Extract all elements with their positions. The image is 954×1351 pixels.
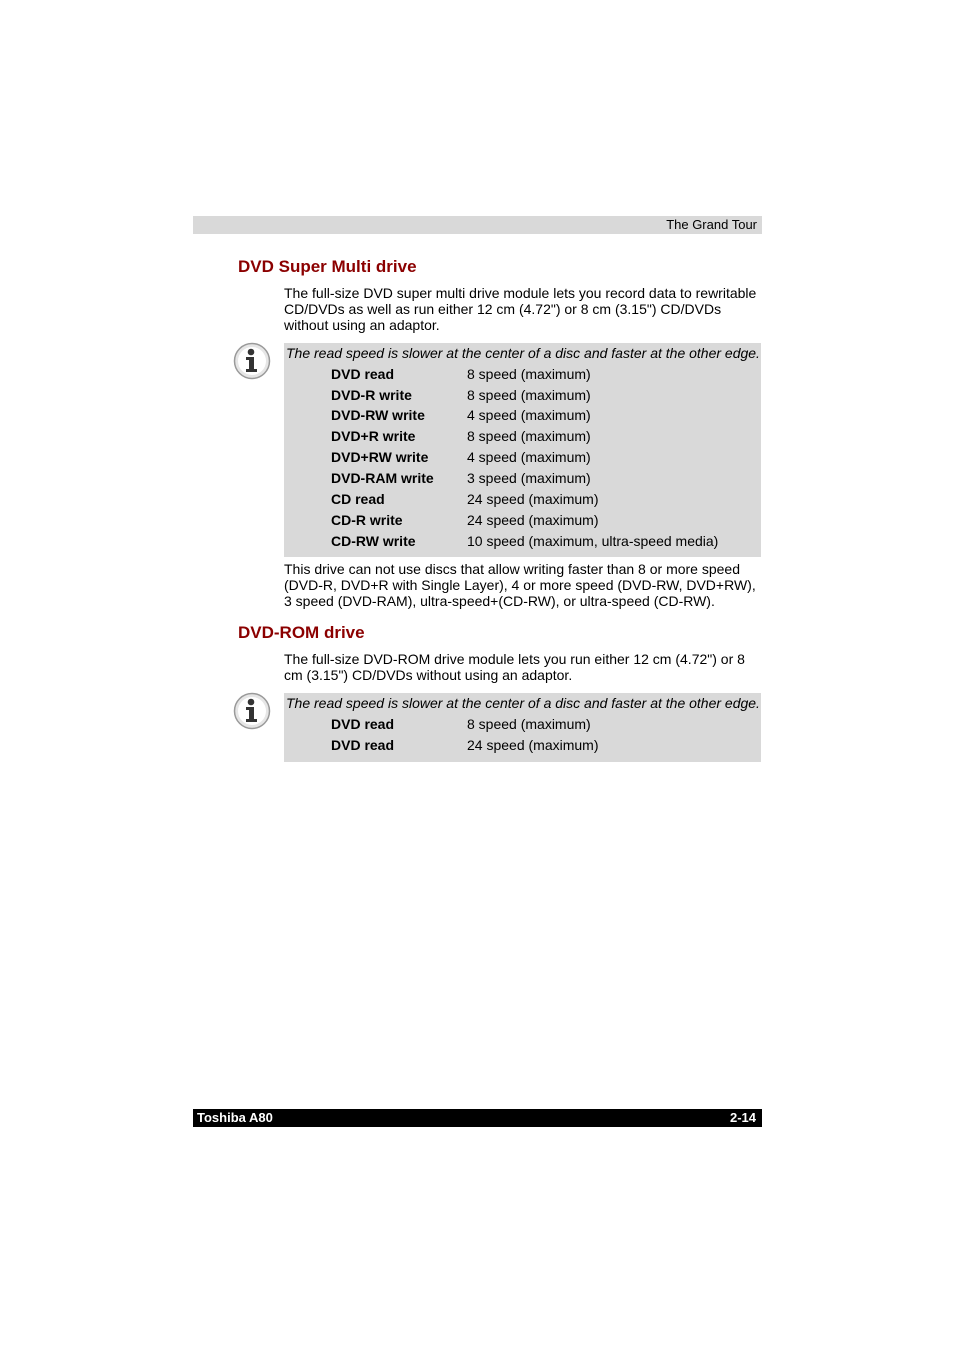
- spec-label: DVD read: [331, 737, 395, 753]
- section-note-restrictions: This drive can not use discs that allow writing faster than 8 or more speed (DVD-R, DVD+R with Single Layer), 4 or more speed (DVD-RW, DVD+RW), 3 speed (DVD-RAM), ultra-speed+(CD-RW), or ultra-speed (CD-RW).: [284, 561, 756, 609]
- header-section-name: The Grand Tour: [666, 217, 757, 232]
- spec-label: CD read: [331, 491, 385, 507]
- spec-label: DVD-R write: [331, 387, 412, 403]
- spec-value: 8 speed (maximum): [467, 428, 591, 444]
- spec-value: 8 speed (maximum): [467, 387, 591, 403]
- info-icon: [233, 692, 271, 730]
- footer-page-number: 2-14: [729, 1110, 756, 1125]
- footer-product-name: Toshiba A80: [197, 1110, 273, 1125]
- section-title-dvd-rom: DVD-ROM drive: [238, 623, 365, 642]
- running-footer: [193, 1109, 762, 1127]
- spec-label: DVD-RW write: [331, 407, 425, 423]
- spec-label: DVD-RAM write: [331, 470, 434, 486]
- section-title-dvd-super-multi: DVD Super Multi drive: [238, 257, 417, 276]
- running-header: [193, 216, 762, 234]
- spec-value: 24 speed (maximum): [467, 512, 599, 528]
- note-box-speeds: [284, 343, 761, 557]
- section-intro-dvd-rom: The full-size DVD-ROM drive module lets you run either 12 cm (4.72") or 8 cm (3.15") CD/DVDs without using an adaptor.: [284, 651, 745, 683]
- spec-value: 3 speed (maximum): [467, 470, 591, 486]
- spec-value: 4 speed (maximum): [467, 449, 591, 465]
- spec-label: CD-RW write: [331, 533, 416, 549]
- spec-label: CD-R write: [331, 512, 403, 528]
- spec-value: 8 speed (maximum): [467, 366, 591, 382]
- spec-value: 10 speed (maximum, ultra-speed media): [467, 533, 719, 549]
- spec-label: DVD read: [331, 716, 395, 732]
- info-icon: [233, 342, 271, 380]
- spec-value: 8 speed (maximum): [467, 716, 591, 732]
- note-text: The read speed is slower at the center of a disc and faster at the other edge.: [286, 345, 760, 361]
- section-intro-dvd-super-multi: The full-size DVD super multi drive module lets you record data to rewritable CD/DVDs as well as run either 12 cm (4.72") or 8 cm (3.15") CD/DVDs without using an adaptor.: [284, 285, 757, 333]
- note-text: The read speed is slower at the center of a disc and faster at the other edge.: [286, 695, 760, 711]
- note-box-speeds: [284, 693, 761, 762]
- spec-value: 4 speed (maximum): [467, 407, 591, 423]
- spec-value: 24 speed (maximum): [467, 737, 599, 753]
- spec-label: DVD read: [331, 366, 395, 382]
- spec-label: DVD+RW write: [331, 449, 429, 465]
- spec-label: DVD+R write: [331, 428, 416, 444]
- spec-value: 24 speed (maximum): [467, 491, 599, 507]
